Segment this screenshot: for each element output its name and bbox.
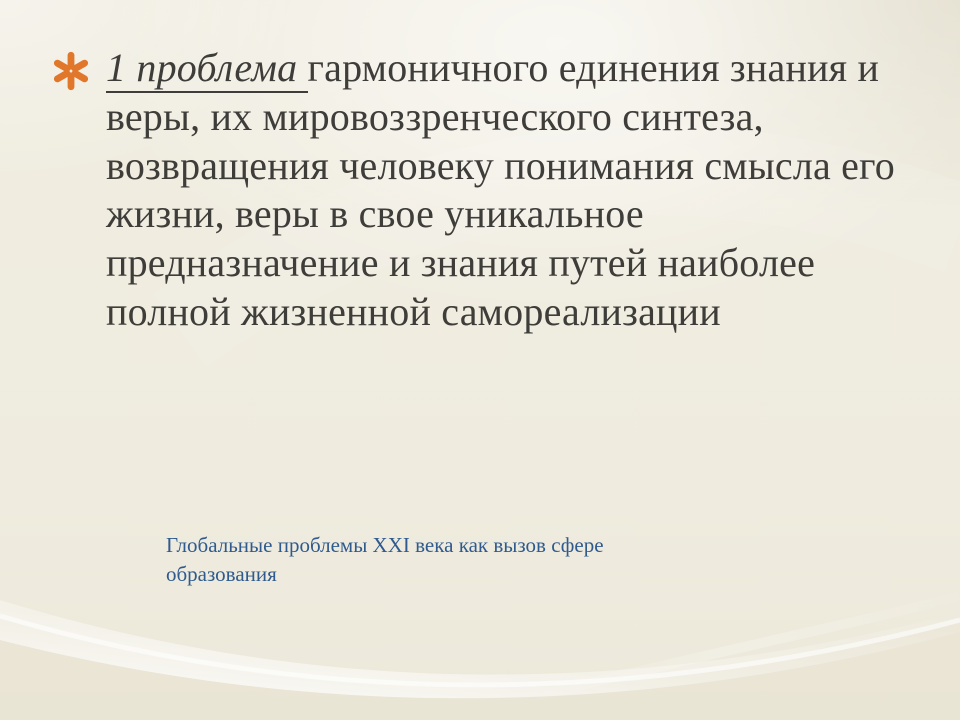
body-paragraph [106,44,910,337]
body-lead-underlined: 1 проблема [106,45,308,93]
body-rest-text: гармоничного единения знания и веры, их мировоззренческого синтеза, возвращения человеку понимания смысла его жизни, веры в свое уникальное предназначение и знания путей наиболее полной жизненной самореализации [106,45,895,334]
bullet-item [50,44,910,337]
footer-caption: Глобальные проблемы XXI века как вызов сфере образования [166,533,604,586]
asterisk-bullet-icon [50,50,92,92]
